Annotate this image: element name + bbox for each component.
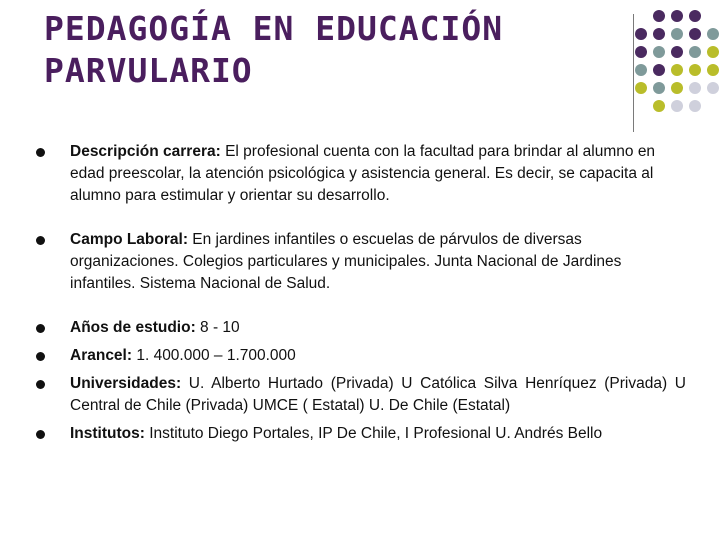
decor-dot	[671, 10, 683, 22]
bullet-text: U. Alberto Hurtado (Privada) U Católica Silva Henríquez (Privada) U Central de Chile (Privada) UMCE ( Estatal) U. De Chile (Estatal)	[70, 375, 686, 414]
decor-dot	[671, 64, 683, 76]
decor-dot	[653, 28, 665, 40]
decor-dot	[671, 82, 683, 94]
decor-dot	[635, 64, 647, 76]
bullet-text: En jardines infantiles o escuelas de párvulos de diversas organizaciones. Colegios particulares y municipales. Junta Nacional de Jardines infantiles. Sistema Nacional de Salud.	[70, 231, 622, 292]
bullet-descripcion	[36, 141, 686, 207]
decor-dot	[671, 28, 683, 40]
bullet-list	[36, 141, 686, 445]
bullet-label: Descripción carrera:	[70, 143, 221, 160]
decor-dot	[635, 46, 647, 58]
bullet-dot-icon	[36, 324, 45, 333]
decor-dot	[689, 10, 701, 22]
decor-dot	[635, 28, 647, 40]
bullet-dot-icon	[36, 430, 45, 439]
bullet-dot-icon	[36, 236, 45, 245]
decor-dot	[653, 82, 665, 94]
decor-dot	[671, 46, 683, 58]
decor-dot	[707, 46, 719, 58]
decor-dot	[689, 64, 701, 76]
decor-dot	[671, 100, 683, 112]
decor-dot	[707, 64, 719, 76]
decorative-dot-grid	[642, 10, 722, 120]
bullet-text: Instituto Diego Portales, IP De Chile, I Profesional U. Andrés Bello	[144, 425, 603, 442]
bullet-text: 8 - 10	[195, 319, 240, 336]
bullet-dot-icon	[36, 352, 45, 361]
decor-dot	[707, 28, 719, 40]
bullet-arancel	[36, 345, 686, 367]
bullet-label: Arancel:	[70, 347, 133, 364]
decor-dot	[689, 28, 701, 40]
title-divider	[633, 14, 634, 132]
bullet-text: El profesional cuenta con la facultad para brindar al alumno en edad preescolar, la atención psicológica y asistencia general. Es decir, se capacita al alumno para estimular y orientar su desarrollo.	[70, 143, 656, 204]
decor-dot	[653, 100, 665, 112]
decor-dot	[689, 46, 701, 58]
bullet-universidades	[36, 373, 686, 417]
bullet-label: Años de estudio:	[70, 319, 196, 336]
decor-dot	[653, 64, 665, 76]
bullet-dot-icon	[36, 380, 45, 389]
decor-dot	[707, 82, 719, 94]
bullet-text: 1. 400.000 – 1.700.000	[132, 347, 296, 364]
decor-dot	[689, 100, 701, 112]
decor-dot	[635, 82, 647, 94]
bullet-label: Institutos:	[70, 425, 145, 442]
decor-dot	[653, 46, 665, 58]
bullet-label: Campo Laboral:	[70, 231, 188, 248]
decor-dot	[653, 10, 665, 22]
slide-title: PEDAGOGÍA EN EDUCACIÓN PARVULARIO	[44, 9, 504, 90]
bullet-dot-icon	[36, 148, 45, 157]
bullet-campo-laboral	[36, 229, 686, 295]
decor-dot	[689, 82, 701, 94]
bullet-institutos	[36, 423, 686, 445]
bullet-anos-estudio	[36, 317, 686, 339]
bullet-label: Universidades:	[70, 375, 182, 392]
